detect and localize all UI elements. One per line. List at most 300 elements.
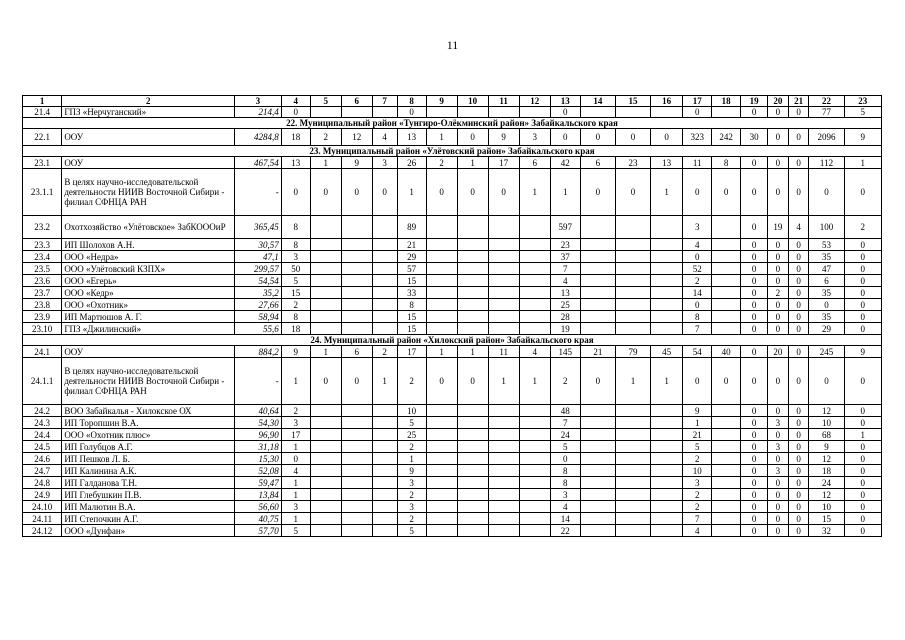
count-cell	[712, 441, 741, 453]
count-cell	[712, 465, 741, 477]
row-number: 24.1.1	[23, 358, 62, 405]
count-cell	[519, 441, 550, 453]
count-cell: 0	[741, 417, 768, 429]
column-header-row	[23, 96, 882, 107]
count-cell	[426, 489, 457, 501]
count-cell: 4	[281, 465, 310, 477]
count-cell: 0	[615, 169, 650, 216]
count-cell: 1	[488, 358, 519, 405]
count-cell: 2096	[809, 129, 844, 146]
count-cell: 0	[788, 525, 809, 537]
count-cell	[580, 239, 615, 251]
count-cell: 0	[768, 405, 789, 417]
count-cell	[310, 405, 341, 417]
area-value: 299,57	[235, 263, 282, 275]
count-cell	[310, 323, 341, 335]
count-cell: 0	[741, 263, 768, 275]
count-cell	[341, 441, 372, 453]
count-cell	[519, 299, 550, 311]
count-cell	[341, 501, 372, 513]
count-cell: 2	[397, 358, 426, 405]
count-cell: 1	[372, 358, 397, 405]
count-cell	[580, 299, 615, 311]
count-cell	[457, 107, 488, 118]
count-cell	[341, 239, 372, 251]
count-cell	[372, 513, 397, 525]
count-cell: 2	[768, 287, 789, 299]
count-cell	[580, 453, 615, 465]
count-cell: 9	[341, 157, 372, 169]
count-cell	[651, 441, 683, 453]
count-cell: 0	[550, 129, 580, 146]
count-cell	[651, 405, 683, 417]
count-cell	[310, 417, 341, 429]
count-cell	[310, 441, 341, 453]
count-cell	[457, 465, 488, 477]
count-cell: 48	[550, 405, 580, 417]
count-cell: 0	[741, 405, 768, 417]
row-number: 23.1	[23, 157, 62, 169]
count-cell: 4	[519, 346, 550, 358]
count-cell: 5	[844, 107, 881, 118]
row-number: 24.3	[23, 417, 62, 429]
table-row	[23, 129, 882, 146]
row-number: 23.9	[23, 311, 62, 323]
count-cell	[426, 251, 457, 263]
area-value: 467,54	[235, 157, 282, 169]
count-cell: 0	[768, 129, 789, 146]
count-cell	[519, 477, 550, 489]
count-cell: 17	[488, 157, 519, 169]
count-cell: 112	[809, 157, 844, 169]
count-cell: 0	[768, 239, 789, 251]
count-cell: 0	[788, 453, 809, 465]
count-cell: 9	[397, 465, 426, 477]
count-cell	[457, 216, 488, 239]
count-cell: 40	[712, 346, 741, 358]
count-cell: 8	[281, 311, 310, 323]
count-cell	[519, 501, 550, 513]
count-cell	[488, 107, 519, 118]
count-cell: 12	[809, 405, 844, 417]
area-value: 47,1	[235, 251, 282, 263]
hunting-user-name: ООУ	[62, 157, 235, 169]
table-row	[23, 405, 882, 417]
count-cell: 18	[281, 129, 310, 146]
count-cell	[488, 251, 519, 263]
count-cell	[310, 263, 341, 275]
count-cell: 1	[683, 417, 712, 429]
count-cell	[580, 323, 615, 335]
column-header: 6	[341, 96, 372, 107]
count-cell	[426, 239, 457, 251]
count-cell	[615, 239, 650, 251]
count-cell: 0	[741, 275, 768, 287]
count-cell: 9	[809, 441, 844, 453]
count-cell: 3	[281, 417, 310, 429]
count-cell	[519, 489, 550, 501]
count-cell: 1	[844, 157, 881, 169]
count-cell	[615, 441, 650, 453]
count-cell	[372, 405, 397, 417]
count-cell	[426, 465, 457, 477]
count-cell: 22	[550, 525, 580, 537]
count-cell: 1	[550, 169, 580, 216]
column-header: 17	[683, 96, 712, 107]
count-cell	[615, 453, 650, 465]
count-cell	[615, 287, 650, 299]
hunting-user-name: ООО «Недра»	[62, 251, 235, 263]
count-cell: 1	[651, 169, 683, 216]
count-cell	[310, 501, 341, 513]
area-value: 58,94	[235, 311, 282, 323]
count-cell: 0	[844, 287, 881, 299]
count-cell	[615, 465, 650, 477]
count-cell: 0	[457, 169, 488, 216]
count-cell	[488, 525, 519, 537]
count-cell: 0	[788, 489, 809, 501]
hunting-user-name: ИП Калинина А.К.	[62, 465, 235, 477]
row-number: 24.5	[23, 441, 62, 453]
count-cell: 14	[683, 287, 712, 299]
count-cell	[372, 525, 397, 537]
count-cell: 24	[550, 429, 580, 441]
row-number: 24.7	[23, 465, 62, 477]
area-value: 4284,8	[235, 129, 282, 146]
area-value: 15,30	[235, 453, 282, 465]
count-cell: 1	[281, 489, 310, 501]
count-cell: 242	[712, 129, 741, 146]
count-cell: 0	[741, 477, 768, 489]
count-cell: 0	[788, 477, 809, 489]
count-cell: 0	[341, 169, 372, 216]
count-cell: 0	[844, 489, 881, 501]
count-cell: 4	[372, 129, 397, 146]
count-cell	[341, 275, 372, 287]
count-cell	[712, 453, 741, 465]
count-cell	[426, 216, 457, 239]
row-number: 24.8	[23, 477, 62, 489]
row-number: 24.4	[23, 429, 62, 441]
count-cell	[426, 323, 457, 335]
count-cell: 8	[550, 477, 580, 489]
count-cell: 25	[550, 299, 580, 311]
row-number: 24.2	[23, 405, 62, 417]
column-header: 4	[281, 96, 310, 107]
count-cell: 19	[768, 216, 789, 239]
count-cell: 0	[768, 251, 789, 263]
count-cell: 0	[741, 453, 768, 465]
count-cell: 0	[768, 311, 789, 323]
count-cell: 0	[788, 287, 809, 299]
count-cell	[457, 263, 488, 275]
count-cell: 0	[809, 299, 844, 311]
count-cell	[426, 441, 457, 453]
count-cell: 24	[809, 477, 844, 489]
table-row	[23, 429, 882, 441]
count-cell	[341, 311, 372, 323]
count-cell	[372, 441, 397, 453]
count-cell	[712, 311, 741, 323]
count-cell: 52	[683, 263, 712, 275]
table-row	[23, 299, 882, 311]
area-value: 55,6	[235, 323, 282, 335]
column-header: 16	[651, 96, 683, 107]
count-cell	[712, 513, 741, 525]
count-cell	[615, 299, 650, 311]
count-cell	[457, 239, 488, 251]
area-value: 27,66	[235, 299, 282, 311]
count-cell: 0	[844, 299, 881, 311]
row-number: 24.10	[23, 501, 62, 513]
count-cell	[426, 501, 457, 513]
count-cell: 0	[281, 107, 310, 118]
count-cell: 3	[768, 441, 789, 453]
count-cell	[519, 251, 550, 263]
row-number: 22.1	[23, 129, 62, 146]
count-cell: 4	[788, 216, 809, 239]
row-number: 23.4	[23, 251, 62, 263]
column-header: 22	[809, 96, 844, 107]
count-cell: 0	[844, 275, 881, 287]
area-value: 214,4	[235, 107, 282, 118]
count-cell	[580, 525, 615, 537]
count-cell	[310, 239, 341, 251]
count-cell	[426, 525, 457, 537]
count-cell	[615, 311, 650, 323]
count-cell: 0	[788, 299, 809, 311]
count-cell: 0	[788, 169, 809, 216]
count-cell: 0	[741, 107, 768, 118]
page-number: 11	[446, 38, 459, 52]
count-cell	[372, 216, 397, 239]
count-cell	[488, 405, 519, 417]
count-cell	[488, 239, 519, 251]
count-cell	[488, 501, 519, 513]
count-cell: 10	[809, 417, 844, 429]
count-cell	[615, 323, 650, 335]
count-cell: 1	[281, 441, 310, 453]
count-cell	[580, 417, 615, 429]
row-number: 23.10	[23, 323, 62, 335]
count-cell: 13	[397, 129, 426, 146]
count-cell	[426, 107, 457, 118]
count-cell	[580, 477, 615, 489]
count-cell: 0	[844, 263, 881, 275]
count-cell	[372, 453, 397, 465]
count-cell: 5	[281, 525, 310, 537]
count-cell	[651, 287, 683, 299]
hunting-user-name: Охотхозяйство «Улётовское» ЗабКОООиР	[62, 216, 235, 239]
count-cell: 0	[788, 239, 809, 251]
area-value: 365,45	[235, 216, 282, 239]
area-value: 59,47	[235, 477, 282, 489]
table-row	[23, 323, 882, 335]
count-cell: 28	[550, 311, 580, 323]
count-cell	[341, 525, 372, 537]
count-cell	[615, 477, 650, 489]
count-cell	[310, 311, 341, 323]
count-cell	[457, 405, 488, 417]
count-cell	[615, 501, 650, 513]
count-cell: 2	[372, 346, 397, 358]
count-cell: 0	[788, 251, 809, 263]
hunting-user-name: ИП Пешков Л. Б.	[62, 453, 235, 465]
count-cell: 1	[281, 358, 310, 405]
count-cell	[488, 287, 519, 299]
hunting-user-name: ГПЗ «Джилинский»	[62, 323, 235, 335]
count-cell	[519, 216, 550, 239]
count-cell: 0	[844, 239, 881, 251]
count-cell: 245	[809, 346, 844, 358]
count-cell: 3	[372, 157, 397, 169]
count-cell: 6	[341, 346, 372, 358]
count-cell	[372, 489, 397, 501]
hunting-user-name: ИП Степочкин А.Г.	[62, 513, 235, 525]
count-cell: 0	[580, 358, 615, 405]
row-number: 23.8	[23, 299, 62, 311]
count-cell: 0	[281, 453, 310, 465]
count-cell	[580, 311, 615, 323]
count-cell	[488, 216, 519, 239]
count-cell	[519, 323, 550, 335]
count-cell	[310, 251, 341, 263]
count-cell	[372, 501, 397, 513]
table-row	[23, 287, 882, 299]
count-cell: 0	[741, 251, 768, 263]
count-cell	[580, 287, 615, 299]
count-cell: 0	[741, 299, 768, 311]
count-cell	[426, 263, 457, 275]
count-cell	[372, 323, 397, 335]
count-cell	[519, 453, 550, 465]
count-cell	[580, 501, 615, 513]
count-cell: 0	[741, 169, 768, 216]
count-cell: 0	[844, 513, 881, 525]
count-cell: 0	[712, 358, 741, 405]
count-cell: 0	[768, 489, 789, 501]
section-header-row	[23, 335, 882, 346]
count-cell	[457, 501, 488, 513]
count-cell	[712, 263, 741, 275]
column-header: 3	[235, 96, 282, 107]
count-cell	[341, 477, 372, 489]
hunting-user-name: ООО «Охотник плюс»	[62, 429, 235, 441]
row-number: 24.11	[23, 513, 62, 525]
count-cell	[712, 405, 741, 417]
count-cell: 0	[788, 107, 809, 118]
count-cell	[372, 299, 397, 311]
hunting-user-name: ООО «Улётовский КЗПХ»	[62, 263, 235, 275]
count-cell: 0	[741, 489, 768, 501]
count-cell	[457, 275, 488, 287]
count-cell: 11	[683, 157, 712, 169]
count-cell: 29	[397, 251, 426, 263]
count-cell: 0	[310, 169, 341, 216]
column-header: 14	[580, 96, 615, 107]
count-cell: 0	[844, 525, 881, 537]
count-cell	[341, 323, 372, 335]
count-cell: 20	[768, 346, 789, 358]
column-header: 13	[550, 96, 580, 107]
count-cell	[712, 216, 741, 239]
count-cell	[341, 429, 372, 441]
count-cell: 0	[768, 477, 789, 489]
count-cell	[712, 299, 741, 311]
table-row	[23, 107, 882, 118]
count-cell: 145	[550, 346, 580, 358]
count-cell: 35	[809, 311, 844, 323]
count-cell	[615, 489, 650, 501]
count-cell: 0	[768, 358, 789, 405]
count-cell	[488, 465, 519, 477]
count-cell: 45	[651, 346, 683, 358]
count-cell	[712, 323, 741, 335]
count-cell	[457, 429, 488, 441]
count-cell: 100	[809, 216, 844, 239]
count-cell	[457, 477, 488, 489]
row-number: 24.6	[23, 453, 62, 465]
count-cell: 2	[550, 358, 580, 405]
count-cell: 0	[788, 275, 809, 287]
count-cell	[372, 251, 397, 263]
count-cell: 6	[519, 157, 550, 169]
count-cell: 323	[683, 129, 712, 146]
count-cell: 0	[788, 429, 809, 441]
count-cell	[426, 453, 457, 465]
hunting-user-name: В целях научно-исследовательской деятельности НИИВ Восточной Сибири - филиал СФНЦА РАН	[62, 169, 235, 216]
count-cell: 18	[281, 323, 310, 335]
count-cell	[651, 239, 683, 251]
count-cell: 7	[683, 323, 712, 335]
count-cell: 1	[519, 169, 550, 216]
count-cell	[488, 477, 519, 489]
count-cell	[651, 251, 683, 263]
count-cell: 0	[615, 129, 650, 146]
count-cell: 0	[788, 311, 809, 323]
count-cell	[426, 287, 457, 299]
area-value: 31,18	[235, 441, 282, 453]
count-cell	[580, 489, 615, 501]
count-cell	[310, 107, 341, 118]
count-cell: 10	[683, 465, 712, 477]
count-cell	[651, 489, 683, 501]
count-cell: 17	[281, 429, 310, 441]
count-cell: 0	[768, 453, 789, 465]
count-cell: 3	[550, 489, 580, 501]
count-cell: 26	[397, 157, 426, 169]
count-cell: 89	[397, 216, 426, 239]
count-cell: 0	[550, 453, 580, 465]
count-cell: 0	[768, 299, 789, 311]
count-cell: 0	[768, 513, 789, 525]
count-cell: 2	[310, 129, 341, 146]
count-cell: 11	[488, 346, 519, 358]
count-cell	[519, 263, 550, 275]
area-value: 54,30	[235, 417, 282, 429]
count-cell	[488, 323, 519, 335]
count-cell: 35	[809, 287, 844, 299]
row-number: 23.3	[23, 239, 62, 251]
count-cell: 21	[580, 346, 615, 358]
count-cell	[426, 417, 457, 429]
count-cell: 1	[310, 157, 341, 169]
count-cell	[426, 429, 457, 441]
column-header: 15	[615, 96, 650, 107]
count-cell: 0	[741, 239, 768, 251]
column-header: 9	[426, 96, 457, 107]
count-cell: 0	[372, 169, 397, 216]
